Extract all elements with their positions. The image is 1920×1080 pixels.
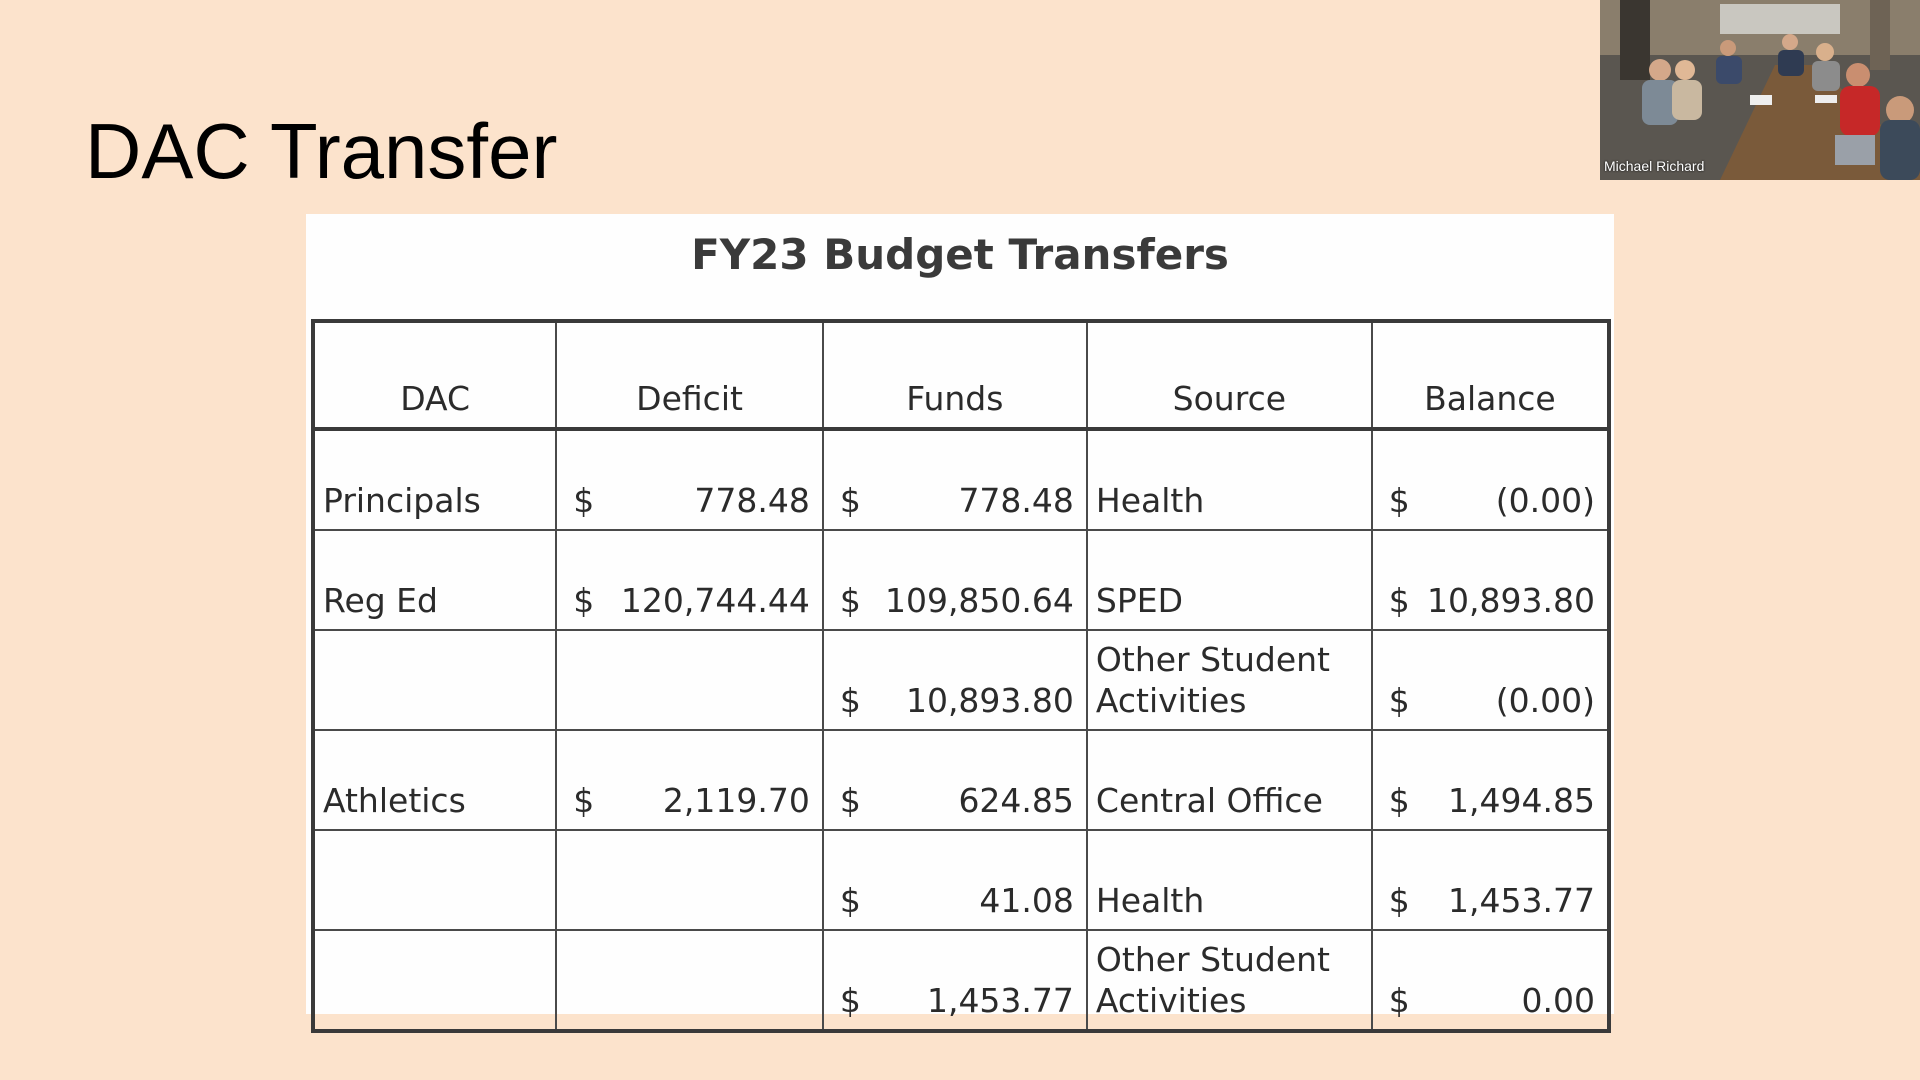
funds-cell — [823, 930, 1087, 1031]
dac-cell — [313, 630, 556, 730]
source-cell: Health — [1087, 830, 1372, 930]
source-cell: SPED — [1087, 530, 1372, 630]
currency-symbol: $ — [1388, 680, 1410, 720]
currency-symbol: $ — [839, 880, 861, 920]
column-header-balance: Balance — [1372, 321, 1609, 429]
budget-table-image — [306, 214, 1614, 1020]
currency-symbol: $ — [1388, 880, 1410, 920]
column-header-dac: DAC — [313, 321, 556, 429]
deficit-cell — [556, 630, 823, 730]
currency-symbol: $ — [1388, 780, 1410, 820]
funds-cell — [823, 730, 1087, 830]
currency-symbol: $ — [1388, 480, 1410, 520]
budget-transfers-table — [311, 319, 1611, 1033]
deficit-amount: 778.48 — [694, 480, 810, 520]
source-cell: Other Student Activities — [1087, 630, 1372, 730]
funds-cell — [823, 830, 1087, 930]
balance-amount: 0.00 — [1521, 980, 1595, 1020]
currency-symbol: $ — [573, 780, 595, 820]
column-header-source: Source — [1087, 321, 1372, 429]
balance-cell — [1372, 630, 1609, 730]
funds-amount: 41.08 — [979, 880, 1074, 920]
funds-amount: 10,893.80 — [905, 680, 1074, 720]
table-row — [313, 630, 1609, 730]
participant-name-label: Michael Richard — [1604, 158, 1705, 174]
dac-cell: Athletics — [313, 730, 556, 830]
balance-cell — [1372, 830, 1609, 930]
dac-cell — [313, 930, 556, 1031]
balance-cell — [1372, 930, 1609, 1031]
currency-symbol: $ — [839, 680, 861, 720]
funds-amount: 624.85 — [958, 780, 1074, 820]
funds-amount: 109,850.64 — [884, 580, 1074, 620]
currency-symbol: $ — [839, 480, 861, 520]
deficit-cell — [556, 930, 823, 1031]
slide-title: DAC Transfer — [85, 107, 558, 195]
balance-cell — [1372, 730, 1609, 830]
dac-cell: Reg Ed — [313, 530, 556, 630]
currency-symbol: $ — [1388, 980, 1410, 1020]
balance-cell — [1372, 530, 1609, 630]
currency-symbol: $ — [839, 780, 861, 820]
currency-symbol: $ — [573, 580, 595, 620]
table-title: FY23 Budget Transfers — [691, 230, 1229, 279]
balance-amount: (0.00) — [1495, 480, 1595, 520]
table-row — [313, 830, 1609, 930]
deficit-cell — [556, 530, 823, 630]
column-header-deficit: Deficit — [556, 321, 823, 429]
dac-cell: Principals — [313, 429, 556, 530]
table-row — [313, 429, 1609, 530]
balance-amount: (0.00) — [1495, 680, 1595, 720]
dac-cell — [313, 830, 556, 930]
table-header-row — [313, 321, 1609, 429]
balance-amount: 1,453.77 — [1448, 880, 1595, 920]
source-cell: Health — [1087, 429, 1372, 530]
participant-video-tile[interactable] — [1600, 0, 1920, 180]
currency-symbol: $ — [839, 980, 861, 1020]
deficit-cell — [556, 429, 823, 530]
table-row — [313, 530, 1609, 630]
currency-symbol: $ — [839, 580, 861, 620]
funds-amount: 778.48 — [958, 480, 1074, 520]
deficit-amount: 2,119.70 — [662, 780, 810, 820]
table-row — [313, 730, 1609, 830]
balance-amount: 10,893.80 — [1427, 580, 1595, 620]
funds-cell — [823, 530, 1087, 630]
currency-symbol: $ — [1388, 580, 1410, 620]
funds-amount: 1,453.77 — [926, 980, 1074, 1020]
balance-cell — [1372, 429, 1609, 530]
deficit-amount: 120,744.44 — [620, 580, 810, 620]
source-cell: Other Student Activities — [1087, 930, 1372, 1031]
source-cell: Central Office — [1087, 730, 1372, 830]
deficit-cell — [556, 730, 823, 830]
column-header-funds: Funds — [823, 321, 1087, 429]
funds-cell — [823, 630, 1087, 730]
table-row — [313, 930, 1609, 1031]
balance-amount: 1,494.85 — [1448, 780, 1595, 820]
deficit-cell — [556, 830, 823, 930]
meeting-room-video-feed — [1600, 0, 1920, 180]
currency-symbol: $ — [573, 480, 595, 520]
funds-cell — [823, 429, 1087, 530]
